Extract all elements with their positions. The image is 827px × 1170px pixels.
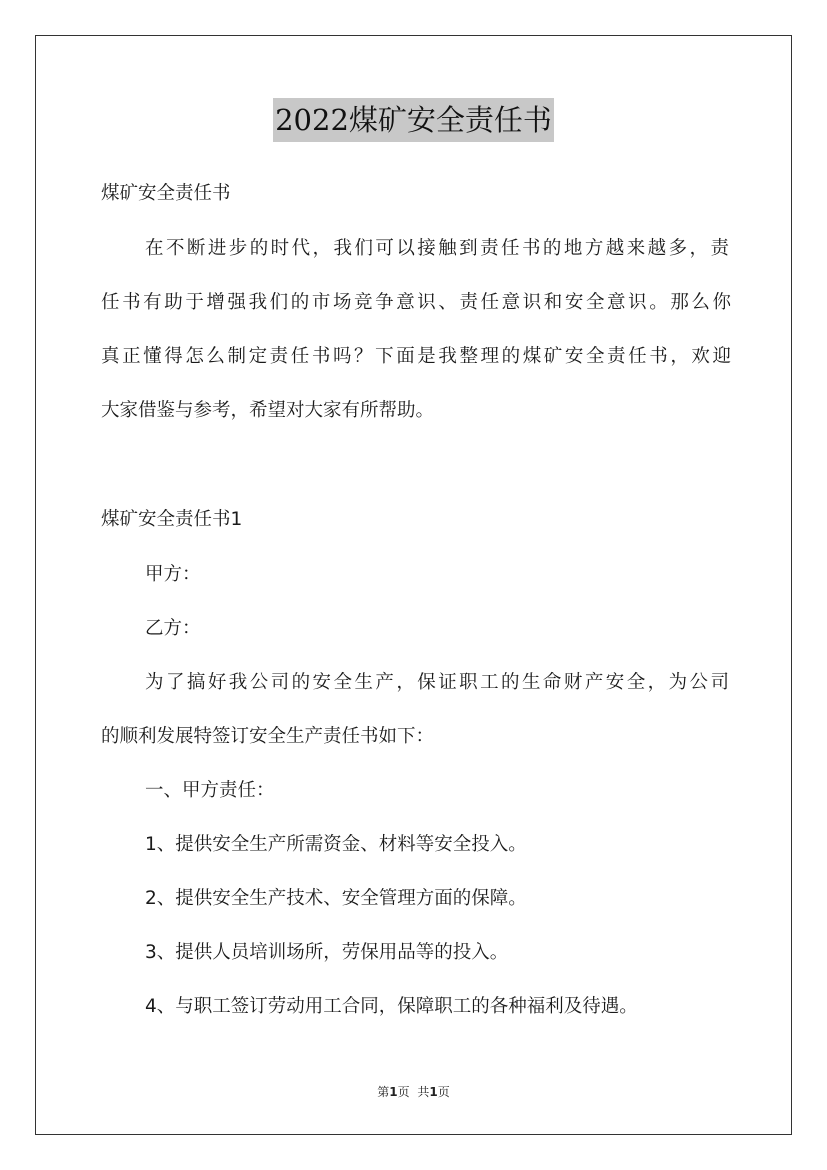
purpose-line-2: 的顺利发展特签订安全生产责任书如下： <box>101 726 435 747</box>
party-a-label: 甲方： <box>145 564 201 585</box>
duty-item-4: 4、与职工签订劳动用工合同，保障职工的各种福利及待遇。 <box>145 996 638 1017</box>
intro-line-2: 任书有助于增强我们的市场竞争意识、责任意识和安全意识。那么你 <box>101 292 731 313</box>
page-footer <box>0 1083 827 1100</box>
footer-page-prefix: 第 <box>377 1085 390 1099</box>
duty-item-3: 3、提供人员培训场所，劳保用品等的投入。 <box>145 942 509 963</box>
party-b-label: 乙方： <box>145 618 201 639</box>
intro-line-4: 大家借鉴与参考，希望对大家有所帮助。 <box>101 400 435 421</box>
footer-page-number: 1 <box>389 1085 398 1099</box>
duty-heading: 一、甲方责任： <box>145 780 275 801</box>
duty-item-1: 1、提供安全生产所需资金、材料等安全投入。 <box>145 834 527 855</box>
purpose-line-1: 为了搞好我公司的安全生产，保证职工的生命财产安全，为公司 <box>145 672 729 693</box>
document-subtitle: 煤矿安全责任书 <box>101 183 231 204</box>
footer-page-suffix: 页 <box>397 1085 410 1099</box>
document-title: 2022煤矿安全责任书 <box>273 98 554 142</box>
title-container <box>0 98 827 142</box>
footer-total-prefix: 共 <box>417 1085 430 1099</box>
section-heading: 煤矿安全责任书1 <box>101 509 243 530</box>
intro-line-3: 真正懂得怎么制定责任书吗？下面是我整理的煤矿安全责任书，欢迎 <box>101 346 731 367</box>
footer-total-suffix: 页 <box>437 1085 450 1099</box>
duty-item-2: 2、提供安全生产技术、安全管理方面的保障。 <box>145 888 527 909</box>
intro-line-1: 在不断进步的时代，我们可以接触到责任书的地方越来越多，责 <box>145 238 729 259</box>
footer-total-number: 1 <box>429 1085 438 1099</box>
